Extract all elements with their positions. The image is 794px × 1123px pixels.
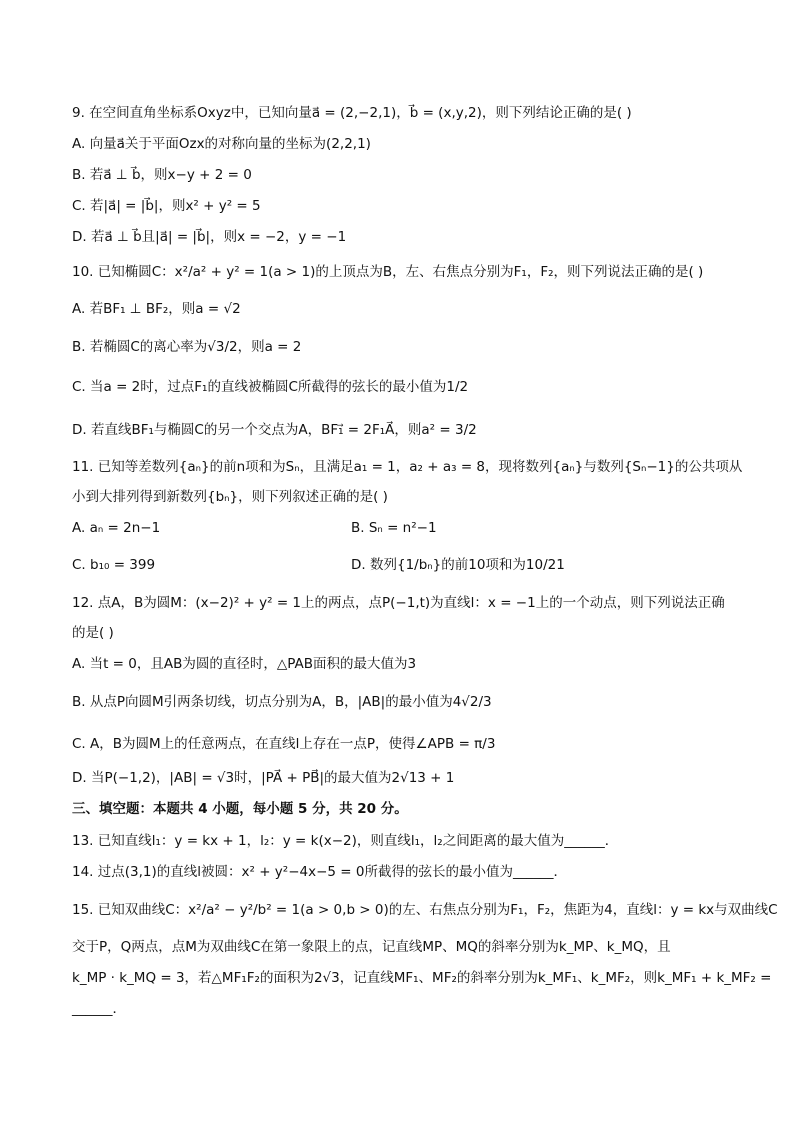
q15-line-3: k_MP · k_MQ = 3，若△MF₁F₂的面积为2√3，记直线MF₁、MF₂的斜率分别为k_MF₁、k_MF₂，则k_MF₁ + k_MF₂ =: [72, 970, 772, 986]
section-heading-fill-in: 三、填空题：本题共 4 小题，每小题 5 分，共 20 分。: [72, 801, 408, 817]
q10-option-c: C. 当a = 2时，过点F₁的直线被椭圆C所截得的弦长的最小值为1/2: [72, 379, 469, 395]
q11-option-d: D. 数列{1/bₙ}的前10项和为10/21: [351, 557, 565, 573]
q9-option-c: C. 若|a⃗| = |b⃗|，则x² + y² = 5: [72, 198, 261, 214]
q10-option-b: B. 若椭圆C的离心率为√3/2，则a = 2: [72, 339, 302, 355]
q10-option-d: D. 若直线BF₁与椭圆C的另一个交点为A，BF₁⃗ = 2F₁A⃗，则a² = 3/2: [72, 422, 477, 438]
q12-option-b: B. 从点P向圆M引两条切线，切点分别为A，B，|AB|的最小值为4√2/3: [72, 694, 492, 710]
q9-option-d: D. 若a⃗ ⊥ b⃗且|a⃗| = |b⃗|，则x = −2，y = −1: [72, 229, 347, 245]
q12-option-d: D. 当P(−1,2)，|AB| = √3时，|PA⃗ + PB⃗|的最大值为2√13 + 1: [72, 770, 455, 786]
q15-line-2: 交于P，Q两点，点M为双曲线C在第一象限上的点，记直线MP、MQ的斜率分别为k_MP、k_MQ，且: [72, 939, 671, 955]
q11-option-c: C. b₁₀ = 399: [72, 557, 156, 573]
q9-stem: 9. 在空间直角坐标系Oxyz中，已知向量a⃗ = (2,−2,1)，b⃗ = (x,y,2)，则下列结论正确的是( ): [72, 105, 632, 121]
q11-stem-1: 11. 已知等差数列{aₙ}的前n项和为Sₙ，且满足a₁ = 1，a₂ + a₃ = 8，现将数列{aₙ}与数列{Sₙ−1}的公共项从: [72, 459, 743, 475]
q12-stem-2: 的是( ): [72, 625, 114, 641]
q12-option-c: C. A，B为圆M上的任意两点，在直线l上存在一点P，使得∠APB = π/3: [72, 736, 496, 752]
q12-stem-1: 12. 点A，B为圆M：(x−2)² + y² = 1上的两点，点P(−1,t)为直线l：x = −1上的一个动点，则下列说法正确: [72, 595, 725, 611]
q9-option-b: B. 若a⃗ ⊥ b⃗，则x−y + 2 = 0: [72, 167, 252, 183]
q10-option-a: A. 若BF₁ ⊥ BF₂，则a = √2: [72, 301, 241, 317]
q15-line-4: ______．: [72, 1001, 126, 1017]
q10-stem: 10. 已知椭圆C：x²/a² + y² = 1(a > 1)的上顶点为B，左、右焦点分别为F₁，F₂，则下列说法正确的是( ): [72, 264, 704, 280]
q11-option-a: A. aₙ = 2n−1: [72, 520, 161, 536]
q9-option-a: A. 向量a⃗关于平面Ozx的对称向量的坐标为(2,2,1): [72, 136, 371, 152]
q11-stem-2: 小到大排列得到新数列{bₙ}，则下列叙述正确的是( ): [72, 489, 388, 505]
q12-option-a: A. 当t = 0，且AB为圆的直径时，△PAB面积的最大值为3: [72, 656, 417, 672]
q11-option-b: B. Sₙ = n²−1: [351, 520, 437, 536]
q14: 14. 过点(3,1)的直线l被圆：x² + y²−4x−5 = 0所截得的弦长的最小值为______．: [72, 864, 567, 880]
q13: 13. 已知直线l₁：y = kx + 1，l₂：y = k(x−2)，则直线l₁，l₂之间距离的最大值为______．: [72, 833, 619, 849]
q15-line-1: 15. 已知双曲线C：x²/a² − y²/b² = 1(a > 0,b > 0)的左、右焦点分别为F₁，F₂，焦距为4，直线l：y = kx与双曲线C: [72, 902, 778, 918]
